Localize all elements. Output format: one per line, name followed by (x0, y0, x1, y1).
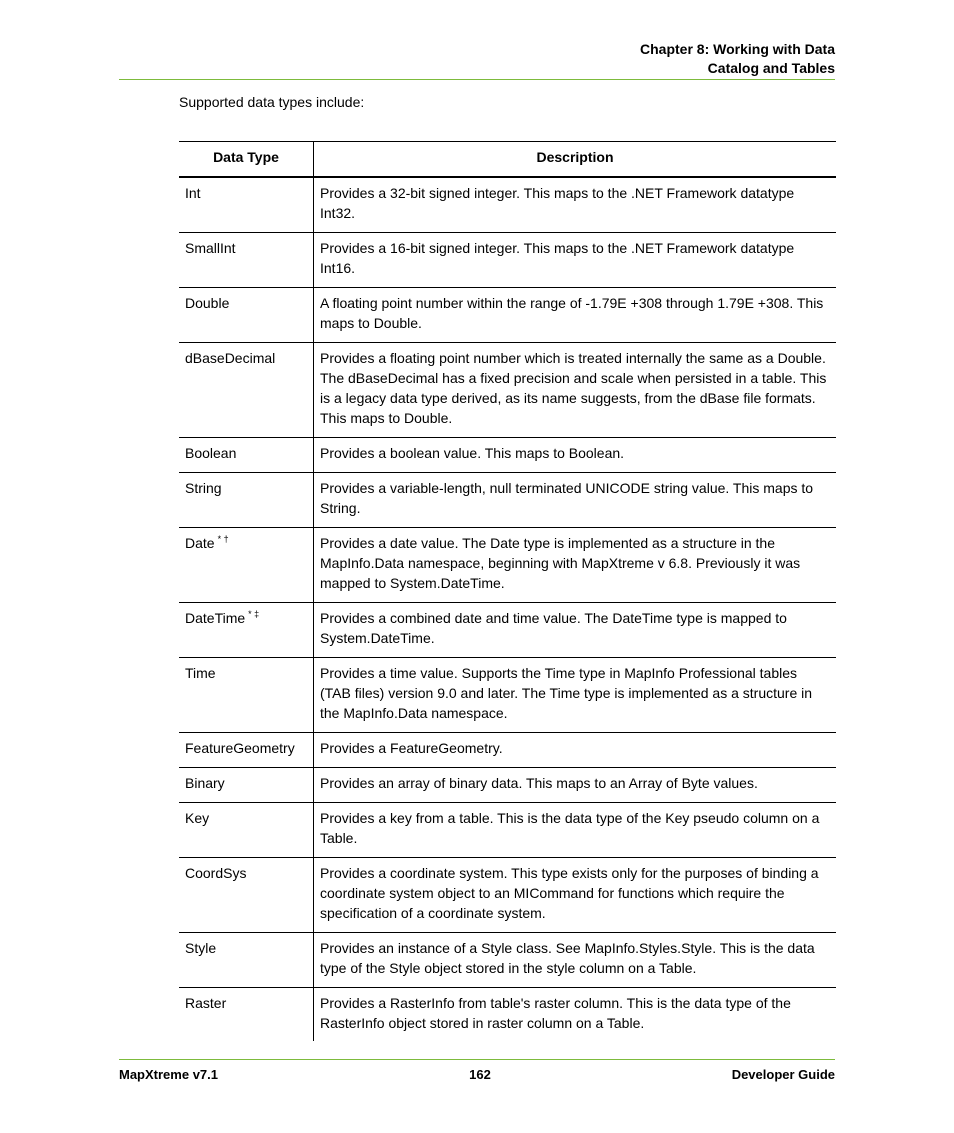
data-type-name: Boolean (185, 445, 237, 461)
intro-text: Supported data types include: (179, 94, 365, 110)
page-header (335, 40, 835, 78)
data-type-name: Style (185, 940, 217, 956)
description-cell: A floating point number within the range of -1.79E +308 through 1.79E +308. This maps to Double. (314, 288, 837, 343)
description-cell: Provides an array of binary data. This maps to an Array of Byte values. (314, 768, 837, 803)
chapter-title: Chapter 8: Working with Data (640, 41, 835, 57)
footer-doc-title: Developer Guide (731, 1067, 835, 1082)
footnote-marker: * † (217, 534, 229, 544)
table-row (179, 177, 836, 233)
data-type-cell (179, 988, 314, 1042)
page-number: 162 (469, 1067, 491, 1082)
table-row (179, 528, 836, 603)
data-type-name: dBaseDecimal (185, 350, 276, 366)
description-cell: Provides a key from a table. This is the data type of the Key pseudo column on a Table. (314, 803, 837, 858)
data-type-cell (179, 733, 314, 768)
description-cell: Provides a 16-bit signed integer. This maps to the .NET Framework datatype Int16. (314, 233, 837, 288)
data-type-name: Binary (185, 775, 225, 791)
description-cell: Provides a variable-length, null terminated UNICODE string value. This maps to String. (314, 473, 837, 528)
description-cell: Provides a date value. The Date type is implemented as a structure in the MapInfo.Data namespace, beginning with MapXtreme v 6.8. Previously it was mapped to System.DateTime. (314, 528, 837, 603)
chapter-subtitle: Catalog and Tables (707, 60, 835, 76)
description-cell: Provides an instance of a Style class. See MapInfo.Styles.Style. This is the data type of the Style object stored in the style column on a Table. (314, 933, 837, 988)
table-row (179, 733, 836, 768)
table-row (179, 438, 836, 473)
data-type-cell (179, 177, 314, 233)
data-type-name: FeatureGeometry (185, 740, 295, 756)
table-row (179, 473, 836, 528)
table-row (179, 933, 836, 988)
data-type-name: Date (185, 535, 215, 551)
data-types-table (179, 141, 836, 1041)
data-type-name: DateTime (185, 610, 246, 626)
data-type-name: SmallInt (185, 240, 236, 256)
data-type-name: Int (185, 185, 201, 201)
column-header-description: Description (314, 142, 837, 178)
header-divider (119, 79, 835, 80)
table-row (179, 988, 836, 1042)
data-type-cell (179, 768, 314, 803)
table-row (179, 768, 836, 803)
description-cell: Provides a time value. Supports the Time type in MapInfo Professional tables (TAB files) version 9.0 and later. The Time type is implemented as a structure in the MapInfo.Data namespace. (314, 658, 837, 733)
data-type-cell (179, 473, 314, 528)
description-cell: Provides a RasterInfo from table's raster column. This is the data type of the RasterInfo object stored in raster column on a Table. (320, 995, 791, 1031)
table-row (179, 343, 836, 438)
data-type-cell (179, 603, 314, 658)
data-type-cell (179, 343, 314, 438)
footer-product: MapXtreme v7.1 (119, 1067, 218, 1082)
data-type-cell (179, 803, 314, 858)
data-type-cell (179, 288, 314, 343)
data-type-name: CoordSys (185, 865, 247, 881)
table-row (179, 658, 836, 733)
data-type-name: String (185, 480, 222, 496)
data-type-cell (179, 233, 314, 288)
data-type-name: Double (185, 295, 230, 311)
description-cell: Provides a floating point number which is treated internally the same as a Double. The dBaseDecimal has a fixed precision and scale when persisted in a table. This is a legacy data type derived, as its name suggests, from the dBase file formats. This maps to Double. (314, 343, 837, 438)
data-type-cell (179, 528, 314, 603)
data-type-name: Time (185, 665, 216, 681)
table-row (179, 603, 836, 658)
description-cell: Provides a 32-bit signed integer. This maps to the .NET Framework datatype Int32. (314, 177, 837, 233)
column-header-data-type: Data Type (179, 142, 314, 178)
data-type-cell (179, 658, 314, 733)
table-row (179, 288, 836, 343)
data-type-name: Raster (185, 995, 227, 1011)
table-header-row (179, 142, 836, 178)
table-row (179, 233, 836, 288)
data-type-cell (179, 438, 314, 473)
table-row (179, 803, 836, 858)
footnote-marker: * ‡ (248, 609, 260, 619)
table-row (179, 858, 836, 933)
data-type-name: Key (185, 810, 210, 826)
data-type-cell (179, 858, 314, 933)
description-cell: Provides a coordinate system. This type exists only for the purposes of binding a coordinate system object to an MICommand for functions which require the specification of a coordinate system. (314, 858, 837, 933)
description-cell: Provides a boolean value. This maps to Boolean. (314, 438, 837, 473)
data-type-cell (179, 933, 314, 988)
footer-divider (119, 1059, 835, 1060)
description-cell: Provides a FeatureGeometry. (314, 733, 837, 768)
description-cell: Provides a combined date and time value. The DateTime type is mapped to System.DateTime. (314, 603, 837, 658)
